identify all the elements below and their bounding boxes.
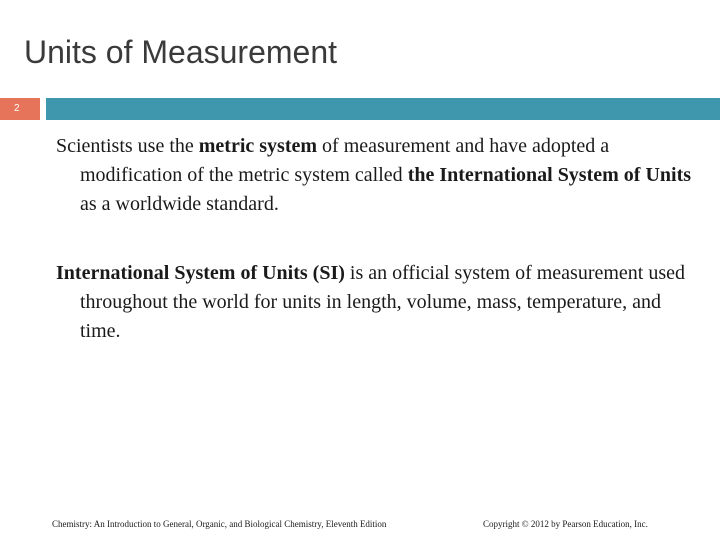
p1-bold-metric-system: metric system — [198, 135, 318, 157]
p2-text-1: is an official system of measurement used throughout the world for units in length, volume, mass, temperature, and time. — [80, 262, 686, 342]
slide-number-badge — [0, 98, 40, 120]
header-accent-bar — [46, 98, 720, 120]
paragraph-metric-system — [56, 132, 700, 219]
p1-bold-si: the International System of Units — [407, 164, 692, 186]
p1-text-3: as a worldwide standard. — [80, 193, 279, 215]
footer-book-title: Chemistry: An Introduction to General, Organic, and Biological Chemistry, Eleventh Edition — [52, 519, 387, 529]
slide-number: 2 — [14, 103, 20, 114]
p2-bold-si: International System of Units (SI) — [56, 262, 345, 284]
footer-copyright: Copyright © 2012 by Pearson Education, Inc. — [483, 519, 648, 529]
p1-text-2: of measurement and have adopted a modification of the metric system called — [80, 135, 610, 186]
p1-text-1: Scientists use the — [56, 135, 199, 157]
paragraph-si-definition — [56, 259, 700, 346]
slide-title: Units of Measurement — [24, 34, 338, 70]
